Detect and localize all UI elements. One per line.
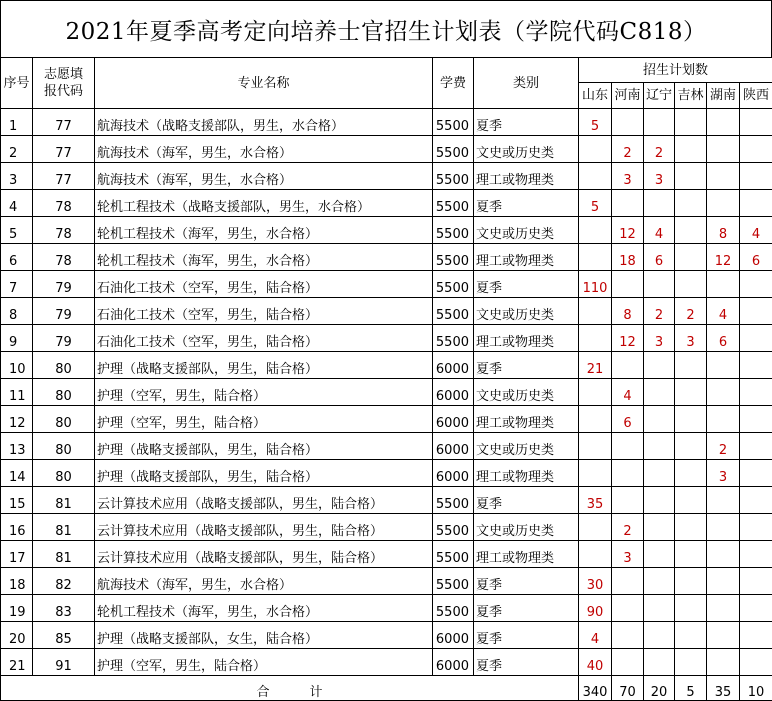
header-province: 湖南 [707, 83, 740, 109]
cell-plan-count [740, 487, 772, 514]
table-row [1, 244, 772, 271]
cell-plan-count [675, 541, 707, 568]
cell-fee: 5500 [433, 190, 474, 217]
cell-seq: 10 [1, 352, 33, 379]
header-province: 吉林 [675, 83, 707, 109]
cell-plan-count [740, 541, 772, 568]
cell-plan-count [707, 622, 740, 649]
cell-fee: 6000 [433, 649, 474, 676]
cell-plan-count [675, 595, 707, 622]
cell-plan-count [579, 217, 612, 244]
cell-plan-count [579, 379, 612, 406]
cell-fee: 5500 [433, 136, 474, 163]
cell-fee: 6000 [433, 460, 474, 487]
cell-plan-count [675, 568, 707, 595]
cell-plan-count: 8 [612, 298, 644, 325]
cell-plan-count: 8 [707, 217, 740, 244]
cell-plan-count: 3 [644, 325, 675, 352]
header-type: 类别 [474, 58, 579, 109]
total-row [1, 676, 772, 701]
cell-type: 夏季 [474, 190, 579, 217]
table-row [1, 595, 772, 622]
cell-plan-count [579, 136, 612, 163]
table-row [1, 109, 772, 136]
cell-plan-count: 2 [612, 136, 644, 163]
cell-plan-count: 18 [612, 244, 644, 271]
cell-code: 79 [33, 325, 95, 352]
table-row [1, 352, 772, 379]
header-province: 陕西 [740, 83, 772, 109]
cell-plan-count [707, 649, 740, 676]
cell-code: 80 [33, 379, 95, 406]
cell-plan-count [612, 649, 644, 676]
cell-plan-count [707, 379, 740, 406]
cell-plan-count [707, 271, 740, 298]
cell-plan-count [612, 595, 644, 622]
cell-type: 文史或历史类 [474, 433, 579, 460]
cell-seq: 18 [1, 568, 33, 595]
total-count: 10 [740, 676, 772, 701]
cell-code: 91 [33, 649, 95, 676]
cell-type: 夏季 [474, 109, 579, 136]
cell-plan-count [579, 244, 612, 271]
total-label: 合计 [1, 676, 579, 701]
header-code [33, 58, 95, 109]
cell-type: 理工或物理类 [474, 244, 579, 271]
cell-seq: 16 [1, 514, 33, 541]
cell-plan-count [644, 649, 675, 676]
cell-seq: 5 [1, 217, 33, 244]
cell-plan-count [707, 190, 740, 217]
cell-seq: 19 [1, 595, 33, 622]
cell-plan-count [675, 244, 707, 271]
cell-type: 夏季 [474, 487, 579, 514]
cell-plan-count [740, 325, 772, 352]
cell-plan-count: 4 [707, 298, 740, 325]
cell-seq: 7 [1, 271, 33, 298]
cell-plan-count: 2 [612, 514, 644, 541]
cell-fee: 5500 [433, 163, 474, 190]
cell-plan-count: 3 [675, 325, 707, 352]
cell-major: 护理（空军，男生，陆合格） [95, 649, 433, 676]
cell-plan-count [612, 190, 644, 217]
cell-plan-count: 6 [612, 406, 644, 433]
cell-seq: 20 [1, 622, 33, 649]
cell-major: 航海技术（海军，男生，水合格） [95, 568, 433, 595]
table-row [1, 190, 772, 217]
cell-plan-count [644, 406, 675, 433]
cell-plan-count [579, 298, 612, 325]
cell-seq: 14 [1, 460, 33, 487]
cell-plan-count [707, 595, 740, 622]
cell-fee: 6000 [433, 622, 474, 649]
cell-major: 轮机工程技术（海军，男生，水合格） [95, 595, 433, 622]
table-row [1, 406, 772, 433]
table-row [1, 514, 772, 541]
cell-seq: 11 [1, 379, 33, 406]
cell-plan-count [612, 568, 644, 595]
cell-code: 80 [33, 433, 95, 460]
cell-plan-count: 6 [644, 244, 675, 271]
cell-plan-count: 6 [707, 325, 740, 352]
total-count: 5 [675, 676, 707, 701]
header-province: 辽宁 [644, 83, 675, 109]
cell-fee: 5500 [433, 541, 474, 568]
cell-plan-count [740, 163, 772, 190]
cell-plan-count [644, 379, 675, 406]
cell-plan-count [579, 325, 612, 352]
cell-fee: 5500 [433, 109, 474, 136]
cell-plan-count: 90 [579, 595, 612, 622]
cell-major: 护理（空军，男生，陆合格） [95, 379, 433, 406]
cell-code: 78 [33, 190, 95, 217]
cell-major: 航海技术（海军，男生，水合格） [95, 136, 433, 163]
cell-fee: 6000 [433, 352, 474, 379]
cell-code: 77 [33, 109, 95, 136]
cell-plan-count: 35 [579, 487, 612, 514]
cell-type: 理工或物理类 [474, 541, 579, 568]
cell-type: 文史或历史类 [474, 514, 579, 541]
table-row [1, 325, 772, 352]
cell-type: 文史或历史类 [474, 217, 579, 244]
cell-plan-count [675, 514, 707, 541]
cell-plan-count [579, 406, 612, 433]
cell-plan-count [740, 379, 772, 406]
total-count: 20 [644, 676, 675, 701]
cell-code: 81 [33, 541, 95, 568]
cell-code: 81 [33, 514, 95, 541]
total-count: 35 [707, 676, 740, 701]
cell-plan-count [612, 622, 644, 649]
cell-plan-count [644, 433, 675, 460]
cell-seq: 21 [1, 649, 33, 676]
cell-plan-count [740, 298, 772, 325]
cell-fee: 5500 [433, 298, 474, 325]
cell-plan-count: 3 [707, 460, 740, 487]
cell-major: 航海技术（战略支援部队，男生，水合格） [95, 109, 433, 136]
cell-seq: 2 [1, 136, 33, 163]
table-row [1, 460, 772, 487]
cell-plan-count [740, 406, 772, 433]
cell-code: 79 [33, 271, 95, 298]
table-row [1, 487, 772, 514]
cell-fee: 6000 [433, 379, 474, 406]
cell-major: 轮机工程技术（海军，男生，水合格） [95, 217, 433, 244]
cell-plan-count: 110 [579, 271, 612, 298]
cell-major: 护理（战略支援部队，男生，陆合格） [95, 433, 433, 460]
cell-code: 81 [33, 487, 95, 514]
cell-plan-count: 12 [707, 244, 740, 271]
cell-code: 80 [33, 352, 95, 379]
cell-major: 航海技术（海军，男生，水合格） [95, 163, 433, 190]
cell-plan-count [707, 514, 740, 541]
cell-plan-count: 4 [579, 622, 612, 649]
cell-fee: 5500 [433, 568, 474, 595]
cell-plan-count: 2 [644, 136, 675, 163]
cell-plan-count: 4 [644, 217, 675, 244]
cell-major: 云计算技术应用（战略支援部队，男生，陆合格） [95, 514, 433, 541]
cell-fee: 5500 [433, 514, 474, 541]
cell-plan-count [644, 541, 675, 568]
table-row [1, 433, 772, 460]
cell-seq: 8 [1, 298, 33, 325]
cell-seq: 15 [1, 487, 33, 514]
cell-plan-count [675, 649, 707, 676]
total-count: 70 [612, 676, 644, 701]
cell-fee: 5500 [433, 244, 474, 271]
cell-fee: 5500 [433, 217, 474, 244]
cell-major: 石油化工技术（空军，男生，陆合格） [95, 325, 433, 352]
cell-type: 文史或历史类 [474, 298, 579, 325]
cell-type: 夏季 [474, 352, 579, 379]
cell-fee: 5500 [433, 487, 474, 514]
cell-plan-count [579, 514, 612, 541]
cell-fee: 5500 [433, 325, 474, 352]
cell-type: 理工或物理类 [474, 325, 579, 352]
cell-plan-count: 3 [612, 163, 644, 190]
cell-plan-count: 4 [740, 217, 772, 244]
cell-plan-count: 12 [612, 325, 644, 352]
cell-seq: 1 [1, 109, 33, 136]
cell-code: 79 [33, 298, 95, 325]
cell-plan-count [644, 595, 675, 622]
cell-code: 80 [33, 460, 95, 487]
cell-plan-count [740, 352, 772, 379]
cell-code: 78 [33, 217, 95, 244]
table-row [1, 622, 772, 649]
cell-plan-count [740, 649, 772, 676]
cell-major: 护理（战略支援部队，男生，陆合格） [95, 460, 433, 487]
cell-plan-count [644, 568, 675, 595]
cell-plan-count [707, 541, 740, 568]
cell-plan-count [612, 352, 644, 379]
cell-plan-count [707, 163, 740, 190]
cell-plan-count: 2 [644, 298, 675, 325]
cell-plan-count: 3 [612, 541, 644, 568]
cell-type: 理工或物理类 [474, 163, 579, 190]
header-province: 河南 [612, 83, 644, 109]
header-major: 专业名称 [95, 58, 433, 109]
table-row [1, 163, 772, 190]
cell-plan-count: 40 [579, 649, 612, 676]
cell-code: 82 [33, 568, 95, 595]
cell-type: 理工或物理类 [474, 460, 579, 487]
cell-plan-count [740, 595, 772, 622]
cell-seq: 12 [1, 406, 33, 433]
cell-plan-count [675, 352, 707, 379]
cell-plan-count [644, 487, 675, 514]
header-fee: 学费 [433, 58, 474, 109]
cell-plan-count [644, 190, 675, 217]
enrollment-plan-table [0, 57, 772, 701]
cell-plan-count: 21 [579, 352, 612, 379]
cell-code: 78 [33, 244, 95, 271]
cell-plan-count [740, 460, 772, 487]
cell-type: 理工或物理类 [474, 406, 579, 433]
cell-plan-count: 5 [579, 190, 612, 217]
cell-plan-count [675, 271, 707, 298]
cell-plan-count [740, 109, 772, 136]
cell-plan-count [675, 136, 707, 163]
cell-plan-count [740, 433, 772, 460]
cell-code: 85 [33, 622, 95, 649]
cell-plan-count [740, 622, 772, 649]
cell-code: 80 [33, 406, 95, 433]
cell-plan-count [579, 163, 612, 190]
cell-seq: 13 [1, 433, 33, 460]
cell-plan-count [707, 406, 740, 433]
cell-plan-count [707, 352, 740, 379]
cell-plan-count [612, 433, 644, 460]
cell-plan-count [740, 271, 772, 298]
cell-plan-count: 12 [612, 217, 644, 244]
table-title: 2021年夏季高考定向培养士官招生计划表（学院代码C818） [0, 0, 772, 58]
cell-major: 轮机工程技术（战略支援部队，男生，水合格） [95, 190, 433, 217]
cell-code: 77 [33, 136, 95, 163]
cell-plan-count [612, 487, 644, 514]
cell-plan-count [740, 190, 772, 217]
cell-code: 83 [33, 595, 95, 622]
cell-seq: 6 [1, 244, 33, 271]
header-seq: 序号 [1, 58, 33, 109]
cell-plan-count [644, 271, 675, 298]
cell-plan-count [644, 109, 675, 136]
cell-major: 轮机工程技术（海军，男生，水合格） [95, 244, 433, 271]
cell-plan-count [644, 460, 675, 487]
header-code-line2: 报代码 [33, 83, 94, 100]
cell-plan-count [644, 352, 675, 379]
cell-plan-count [675, 433, 707, 460]
cell-plan-count: 3 [644, 163, 675, 190]
cell-type: 夏季 [474, 271, 579, 298]
cell-plan-count [675, 217, 707, 244]
cell-fee: 6000 [433, 433, 474, 460]
table-row [1, 298, 772, 325]
cell-plan-count: 4 [612, 379, 644, 406]
table-row [1, 568, 772, 595]
cell-seq: 9 [1, 325, 33, 352]
cell-plan-count [707, 109, 740, 136]
total-count: 340 [579, 676, 612, 701]
cell-plan-count: 2 [675, 298, 707, 325]
cell-plan-count [612, 271, 644, 298]
cell-plan-count: 6 [740, 244, 772, 271]
cell-plan-count: 5 [579, 109, 612, 136]
cell-type: 夏季 [474, 595, 579, 622]
cell-plan-count [644, 514, 675, 541]
cell-seq: 17 [1, 541, 33, 568]
cell-major: 护理（战略支援部队，女生，陆合格） [95, 622, 433, 649]
cell-fee: 6000 [433, 406, 474, 433]
cell-plan-count [675, 190, 707, 217]
header-province: 山东 [579, 83, 612, 109]
cell-plan-count [707, 136, 740, 163]
cell-plan-count [675, 379, 707, 406]
cell-type: 夏季 [474, 568, 579, 595]
cell-plan-count [675, 109, 707, 136]
cell-plan-count [740, 136, 772, 163]
cell-plan-count [675, 406, 707, 433]
cell-plan-count [612, 460, 644, 487]
cell-code: 77 [33, 163, 95, 190]
cell-plan-count [707, 568, 740, 595]
cell-plan-count [675, 163, 707, 190]
header-plan: 招生计划数 [579, 58, 772, 83]
table-row [1, 217, 772, 244]
cell-major: 护理（战略支援部队，男生，陆合格） [95, 352, 433, 379]
cell-major: 石油化工技术（空军，男生，陆合格） [95, 271, 433, 298]
cell-type: 夏季 [474, 649, 579, 676]
table-row [1, 379, 772, 406]
cell-fee: 5500 [433, 271, 474, 298]
cell-seq: 4 [1, 190, 33, 217]
cell-plan-count [612, 109, 644, 136]
cell-plan-count: 30 [579, 568, 612, 595]
cell-plan-count [644, 622, 675, 649]
cell-plan-count [675, 460, 707, 487]
cell-plan-count: 2 [707, 433, 740, 460]
cell-type: 夏季 [474, 622, 579, 649]
cell-fee: 5500 [433, 595, 474, 622]
cell-major: 护理（空军，男生，陆合格） [95, 406, 433, 433]
cell-plan-count [579, 433, 612, 460]
table-row [1, 271, 772, 298]
cell-major: 石油化工技术（空军，男生，陆合格） [95, 298, 433, 325]
cell-major: 云计算技术应用（战略支援部队，男生，陆合格） [95, 541, 433, 568]
cell-type: 文史或历史类 [474, 379, 579, 406]
cell-plan-count [675, 622, 707, 649]
cell-plan-count [675, 487, 707, 514]
cell-plan-count [740, 568, 772, 595]
cell-seq: 3 [1, 163, 33, 190]
cell-plan-count [707, 487, 740, 514]
table-row [1, 541, 772, 568]
cell-plan-count [579, 541, 612, 568]
table-row [1, 649, 772, 676]
table-row [1, 136, 772, 163]
cell-major: 云计算技术应用（战略支援部队，男生，陆合格） [95, 487, 433, 514]
cell-type: 文史或历史类 [474, 136, 579, 163]
cell-plan-count [579, 460, 612, 487]
header-code-line1: 志愿填 [33, 66, 94, 83]
cell-plan-count [740, 514, 772, 541]
